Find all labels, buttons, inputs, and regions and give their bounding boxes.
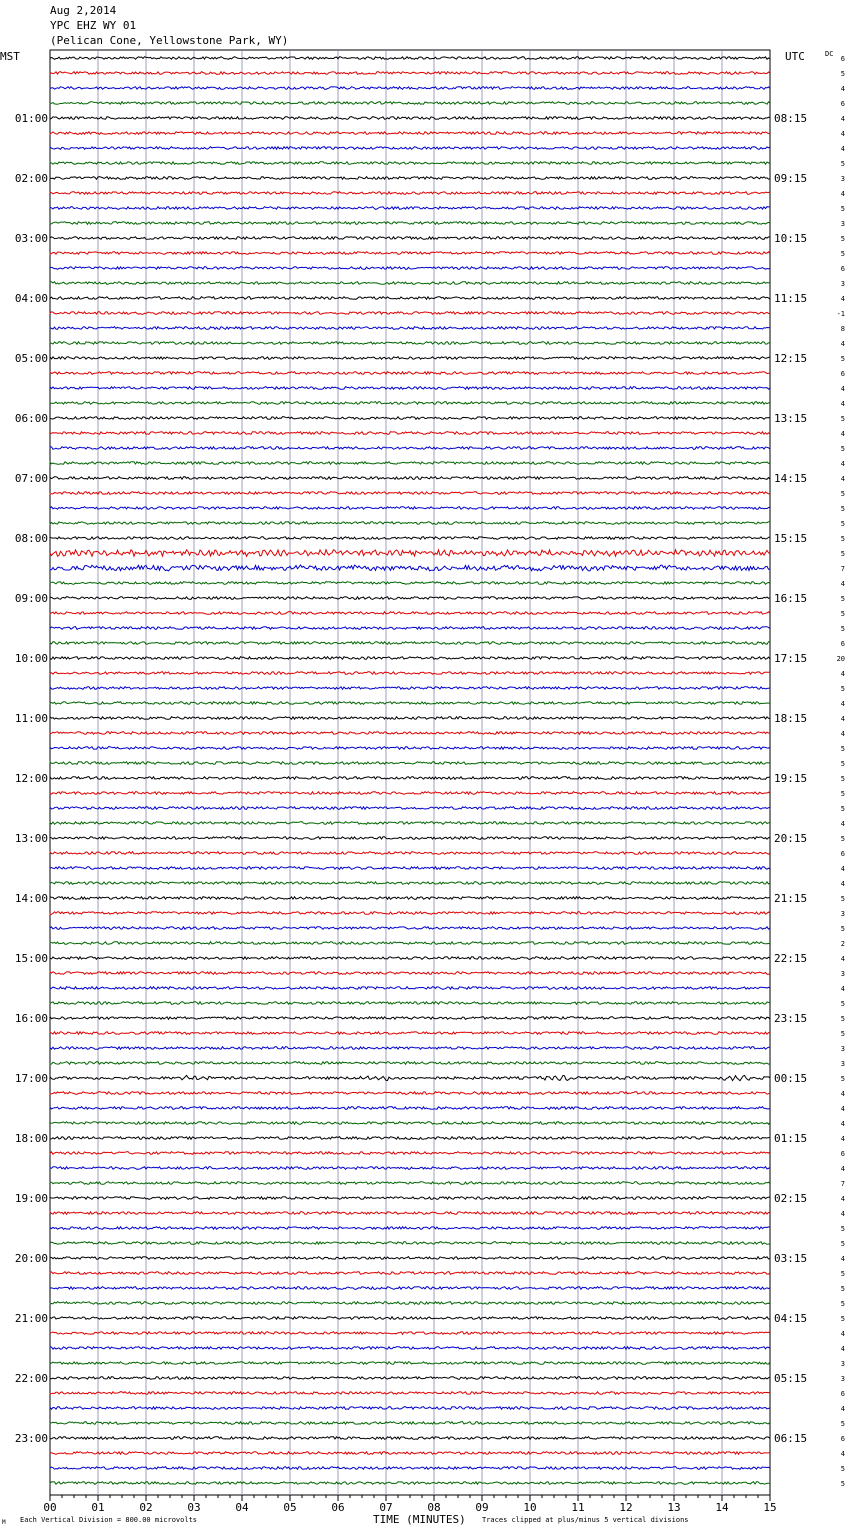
mst-hour-label: 20:00 — [14, 1252, 48, 1265]
seismic-trace — [50, 312, 770, 315]
dc-offset-value: 5 — [840, 745, 845, 753]
dc-offset-value: 4 — [840, 400, 845, 408]
seismic-trace — [50, 282, 770, 285]
seismic-trace — [50, 732, 770, 735]
utc-hour-label: 11:15 — [774, 292, 808, 305]
seismic-trace — [50, 267, 770, 270]
seismic-trace — [50, 102, 770, 105]
dc-offset-value: 20 — [836, 655, 845, 663]
seismic-trace — [50, 387, 770, 390]
seismic-trace — [50, 72, 770, 75]
seismic-trace — [50, 57, 770, 60]
seismic-trace — [50, 1377, 770, 1380]
utc-hour-label: 13:15 — [774, 412, 808, 425]
utc-hour-label: 22:15 — [774, 952, 808, 965]
seismic-trace — [50, 432, 770, 435]
seismic-trace — [50, 1257, 770, 1260]
seismic-trace — [50, 297, 770, 300]
seismic-trace — [50, 237, 770, 240]
mst-hour-label: 23:00 — [14, 1432, 48, 1445]
seismic-trace — [50, 1407, 770, 1410]
mst-hour-label: 22:00 — [14, 1372, 48, 1385]
seismic-trace — [50, 1017, 770, 1020]
dc-offset-value: 5 — [840, 415, 845, 423]
seismic-trace — [50, 207, 770, 210]
seismic-trace — [50, 222, 770, 225]
utc-axis-label: UTC — [785, 50, 805, 63]
dc-offset-value: 5 — [840, 610, 845, 618]
seismic-trace — [50, 357, 770, 360]
seismic-trace — [50, 1422, 770, 1425]
seismic-trace — [50, 342, 770, 345]
x-tick-label: 07 — [379, 1501, 393, 1514]
dc-offset-value: 4 — [840, 580, 845, 588]
x-tick-label: 15 — [763, 1501, 777, 1514]
seismic-trace — [50, 1227, 770, 1230]
seismic-trace — [50, 162, 770, 165]
x-tick-label: 08 — [427, 1501, 441, 1514]
dc-offset-value: 4 — [840, 430, 845, 438]
utc-hour-label: 00:15 — [774, 1072, 808, 1085]
dc-offset-value: 4 — [840, 820, 845, 828]
dc-offset-value: 5 — [840, 70, 845, 78]
station-title: YPC EHZ WY 01 — [50, 19, 137, 32]
dc-offset-value: 5 — [840, 535, 845, 543]
mst-hour-label: 11:00 — [14, 712, 48, 725]
seismic-trace — [50, 507, 770, 510]
seismic-trace — [50, 927, 770, 930]
dc-offset-value: 3 — [840, 1360, 845, 1368]
dc-offset-value: 4 — [840, 475, 845, 483]
seismic-trace — [50, 867, 770, 870]
seismic-trace — [50, 942, 770, 945]
dc-offset-value: 3 — [840, 1060, 845, 1068]
dc-offset-value: 5 — [840, 685, 845, 693]
seismic-trace — [50, 1362, 770, 1365]
seismic-trace — [50, 657, 770, 660]
dc-offset-value: 5 — [840, 1285, 845, 1293]
mst-hour-label: 16:00 — [14, 1012, 48, 1025]
mst-hour-label: 17:00 — [14, 1072, 48, 1085]
seismic-trace — [50, 1197, 770, 1200]
dc-offset-value: 8 — [840, 325, 845, 333]
seismic-trace — [50, 582, 770, 585]
dc-offset-value: 6 — [840, 1435, 845, 1443]
dc-offset-value: 4 — [840, 880, 845, 888]
x-tick-label: 01 — [91, 1501, 105, 1514]
utc-hour-label: 02:15 — [774, 1192, 808, 1205]
dc-offset-value: 4 — [840, 115, 845, 123]
seismic-trace — [50, 717, 770, 720]
x-tick-label: 04 — [235, 1501, 249, 1514]
seismic-trace — [50, 1437, 770, 1440]
dc-offset-value: 4 — [840, 385, 845, 393]
seismic-trace — [50, 762, 770, 765]
seismic-trace — [50, 327, 770, 330]
mst-hour-label: 09:00 — [14, 592, 48, 605]
seismic-trace — [50, 702, 770, 705]
dc-offset-value: 4 — [840, 1105, 845, 1113]
dc-offset-value: 5 — [840, 1075, 845, 1083]
seismic-trace — [50, 117, 770, 120]
mst-hour-label: 12:00 — [14, 772, 48, 785]
dc-offset-value: 3 — [840, 970, 845, 978]
station-location: (Pelican Cone, Yellowstone Park, WY) — [50, 34, 289, 47]
seismic-trace — [50, 1002, 770, 1005]
seismic-trace — [50, 1482, 770, 1485]
utc-hour-label: 19:15 — [774, 772, 808, 785]
dc-offset-value: 3 — [840, 175, 845, 183]
dc-offset-value: 5 — [840, 1000, 845, 1008]
seismic-trace — [50, 1075, 770, 1080]
dc-offset-value: 4 — [840, 865, 845, 873]
seismic-trace — [50, 642, 770, 645]
dc-offset-value: 6 — [840, 100, 845, 108]
seismic-trace — [50, 1182, 770, 1185]
x-tick-label: 14 — [715, 1501, 729, 1514]
dc-offset-value: 5 — [840, 790, 845, 798]
utc-hour-label: 17:15 — [774, 652, 808, 665]
seismic-trace — [50, 402, 770, 405]
seismic-trace — [50, 550, 770, 557]
dc-offset-value: 6 — [840, 55, 845, 63]
dc-offset-value: 5 — [840, 1465, 845, 1473]
mst-hour-label: 19:00 — [14, 1192, 48, 1205]
dc-column-label: DC — [825, 50, 834, 58]
x-tick-label: 00 — [43, 1501, 57, 1514]
dc-offset-value: 5 — [840, 1270, 845, 1278]
dc-offset-value: 5 — [840, 520, 845, 528]
dc-offset-value: 3 — [840, 280, 845, 288]
seismic-trace — [50, 1167, 770, 1170]
x-tick-label: 05 — [283, 1501, 297, 1514]
seismic-trace — [50, 87, 770, 90]
dc-offset-value: -1 — [836, 310, 845, 318]
dc-offset-value: 5 — [840, 505, 845, 513]
corner-mark: M — [2, 1519, 6, 1526]
dc-offset-value: 5 — [840, 1300, 845, 1308]
dc-offset-value: 5 — [840, 1315, 845, 1323]
seismic-trace — [50, 972, 770, 975]
utc-hour-label: 20:15 — [774, 832, 808, 845]
dc-offset-value: 5 — [840, 1015, 845, 1023]
seismic-trace — [50, 177, 770, 180]
utc-hour-label: 12:15 — [774, 352, 808, 365]
x-tick-label: 11 — [571, 1501, 585, 1514]
seismic-trace — [50, 912, 770, 915]
dc-offset-value: 5 — [840, 835, 845, 843]
seismic-trace — [50, 1212, 770, 1215]
seismic-trace — [50, 822, 770, 825]
plot-date: Aug 2,2014 — [50, 4, 117, 17]
utc-hour-label: 03:15 — [774, 1252, 808, 1265]
dc-offset-value: 4 — [840, 700, 845, 708]
dc-offset-value: 4 — [840, 955, 845, 963]
mst-hour-label: 04:00 — [14, 292, 48, 305]
dc-offset-value: 4 — [840, 1405, 845, 1413]
dc-offset-value: 5 — [840, 895, 845, 903]
dc-offset-value: 5 — [840, 625, 845, 633]
seismic-trace — [50, 537, 770, 540]
seismic-trace — [50, 492, 770, 495]
dc-offset-value: 3 — [840, 910, 845, 918]
seismic-trace — [50, 627, 770, 630]
seismic-trace — [50, 837, 770, 840]
dc-offset-value: 4 — [840, 145, 845, 153]
mst-hour-label: 13:00 — [14, 832, 48, 845]
seismic-trace — [50, 1467, 770, 1470]
dc-offset-value: 4 — [840, 190, 845, 198]
dc-offset-value: 4 — [840, 85, 845, 93]
seismic-trace — [50, 522, 770, 525]
seismic-trace — [50, 447, 770, 450]
dc-offset-value: 4 — [840, 1135, 845, 1143]
mst-hour-label: 03:00 — [14, 232, 48, 245]
dc-offset-value: 3 — [840, 1045, 845, 1053]
dc-offset-value: 4 — [840, 1450, 845, 1458]
seismic-trace — [50, 897, 770, 900]
utc-hour-label: 09:15 — [774, 172, 808, 185]
dc-offset-value: 7 — [840, 1180, 845, 1188]
seismic-trace — [50, 687, 770, 690]
dc-offset-value: 4 — [840, 1165, 845, 1173]
utc-hour-label: 08:15 — [774, 112, 808, 125]
dc-offset-value: 5 — [840, 445, 845, 453]
dc-offset-value: 4 — [840, 340, 845, 348]
mst-hour-label: 14:00 — [14, 892, 48, 905]
dc-offset-value: 5 — [840, 760, 845, 768]
dc-offset-value: 4 — [840, 1120, 845, 1128]
seismic-trace — [50, 1317, 770, 1320]
dc-offset-value: 3 — [840, 220, 845, 228]
dc-offset-value: 5 — [840, 205, 845, 213]
seismic-trace — [50, 1032, 770, 1035]
dc-offset-value: 6 — [840, 640, 845, 648]
utc-hour-label: 14:15 — [774, 472, 808, 485]
dc-offset-value: 5 — [840, 925, 845, 933]
mst-axis-label: MST — [0, 50, 20, 63]
utc-hour-label: 21:15 — [774, 892, 808, 905]
mst-hour-label: 07:00 — [14, 472, 48, 485]
seismic-trace — [50, 777, 770, 780]
seismic-trace — [50, 807, 770, 810]
seismic-trace — [50, 147, 770, 150]
dc-offset-value: 4 — [840, 670, 845, 678]
seismic-trace — [50, 1122, 770, 1125]
seismic-trace — [50, 597, 770, 600]
dc-offset-value: 4 — [840, 460, 845, 468]
seismic-trace — [50, 1287, 770, 1290]
seismic-trace — [50, 192, 770, 195]
seismic-trace — [50, 882, 770, 885]
mst-hour-label: 06:00 — [14, 412, 48, 425]
utc-hour-label: 15:15 — [774, 532, 808, 545]
seismic-trace — [50, 957, 770, 960]
dc-offset-value: 5 — [840, 1225, 845, 1233]
mst-hour-label: 10:00 — [14, 652, 48, 665]
utc-hour-label: 06:15 — [774, 1432, 808, 1445]
mst-hour-label: 21:00 — [14, 1312, 48, 1325]
utc-hour-label: 01:15 — [774, 1132, 808, 1145]
seismic-trace — [50, 1392, 770, 1395]
seismic-trace — [50, 672, 770, 675]
dc-offset-value: 5 — [840, 1480, 845, 1488]
mst-hour-label: 08:00 — [14, 532, 48, 545]
dc-offset-value: 3 — [840, 1375, 845, 1383]
dc-offset-value: 4 — [840, 1210, 845, 1218]
dc-offset-value: 5 — [840, 775, 845, 783]
dc-offset-value: 6 — [840, 1390, 845, 1398]
seismic-trace — [50, 1092, 770, 1095]
mst-hour-label: 18:00 — [14, 1132, 48, 1145]
dc-offset-value: 4 — [840, 1195, 845, 1203]
x-tick-label: 06 — [331, 1501, 345, 1514]
x-tick-label: 02 — [139, 1501, 153, 1514]
dc-offset-value: 4 — [840, 715, 845, 723]
clip-note: Traces clipped at plus/minus 5 vertical divisions — [482, 1516, 689, 1524]
seismic-trace — [50, 612, 770, 615]
seismic-trace — [50, 1242, 770, 1245]
utc-hour-label: 18:15 — [774, 712, 808, 725]
seismic-trace — [50, 1302, 770, 1305]
dc-offset-value: 5 — [840, 490, 845, 498]
seismic-trace — [50, 132, 770, 135]
dc-offset-value: 5 — [840, 160, 845, 168]
dc-offset-value: 4 — [840, 1090, 845, 1098]
seismic-trace — [50, 852, 770, 855]
dc-offset-value: 4 — [840, 130, 845, 138]
dc-offset-value: 5 — [840, 250, 845, 258]
mst-hour-label: 15:00 — [14, 952, 48, 965]
seismic-trace — [50, 792, 770, 795]
dc-offset-value: 5 — [840, 235, 845, 243]
dc-offset-value: 6 — [840, 370, 845, 378]
dc-offset-value: 6 — [840, 265, 845, 273]
scale-note: Each Vertical Division = 800.00 microvolts — [20, 1516, 198, 1524]
dc-offset-value: 4 — [840, 985, 845, 993]
dc-offset-value: 5 — [840, 595, 845, 603]
mst-hour-label: 02:00 — [14, 172, 48, 185]
dc-offset-value: 5 — [840, 550, 845, 558]
dc-offset-value: 4 — [840, 295, 845, 303]
x-tick-label: 13 — [667, 1501, 681, 1514]
utc-hour-label: 10:15 — [774, 232, 808, 245]
dc-offset-value: 4 — [840, 1330, 845, 1338]
seismic-trace — [50, 1062, 770, 1065]
dc-offset-value: 5 — [840, 355, 845, 363]
dc-offset-value: 4 — [840, 730, 845, 738]
seismic-trace — [50, 252, 770, 255]
mst-hour-label: 01:00 — [14, 112, 48, 125]
seismic-trace — [50, 417, 770, 420]
x-tick-label: 03 — [187, 1501, 201, 1514]
seismic-trace — [50, 747, 770, 750]
dc-offset-value: 4 — [840, 1345, 845, 1353]
seismic-trace — [50, 1272, 770, 1275]
seismic-trace — [50, 477, 770, 480]
dc-offset-value: 6 — [840, 1150, 845, 1158]
seismic-trace — [50, 1107, 770, 1110]
seismic-trace — [50, 1332, 770, 1335]
seismic-trace — [50, 1152, 770, 1155]
mst-hour-label: 05:00 — [14, 352, 48, 365]
seismic-trace — [50, 1047, 770, 1050]
seismic-trace — [50, 1452, 770, 1455]
dc-offset-value: 5 — [840, 805, 845, 813]
utc-hour-label: 16:15 — [774, 592, 808, 605]
dc-offset-value: 4 — [840, 1255, 845, 1263]
x-tick-label: 12 — [619, 1501, 633, 1514]
seismic-trace — [50, 1347, 770, 1350]
seismic-trace — [50, 565, 770, 571]
seismic-trace — [50, 372, 770, 375]
dc-offset-value: 6 — [840, 850, 845, 858]
dc-offset-value: 5 — [840, 1420, 845, 1428]
x-axis-title: TIME (MINUTES) — [373, 1513, 466, 1526]
dc-offset-value: 7 — [840, 565, 845, 573]
dc-offset-value: 2 — [840, 940, 845, 948]
seismic-trace — [50, 462, 770, 465]
dc-offset-value: 5 — [840, 1030, 845, 1038]
utc-hour-label: 04:15 — [774, 1312, 808, 1325]
utc-hour-label: 05:15 — [774, 1372, 808, 1385]
seismic-trace — [50, 987, 770, 990]
seismic-trace — [50, 1137, 770, 1140]
utc-hour-label: 23:15 — [774, 1012, 808, 1025]
x-tick-label: 10 — [523, 1501, 537, 1514]
dc-offset-value: 5 — [840, 1240, 845, 1248]
x-tick-label: 09 — [475, 1501, 489, 1514]
